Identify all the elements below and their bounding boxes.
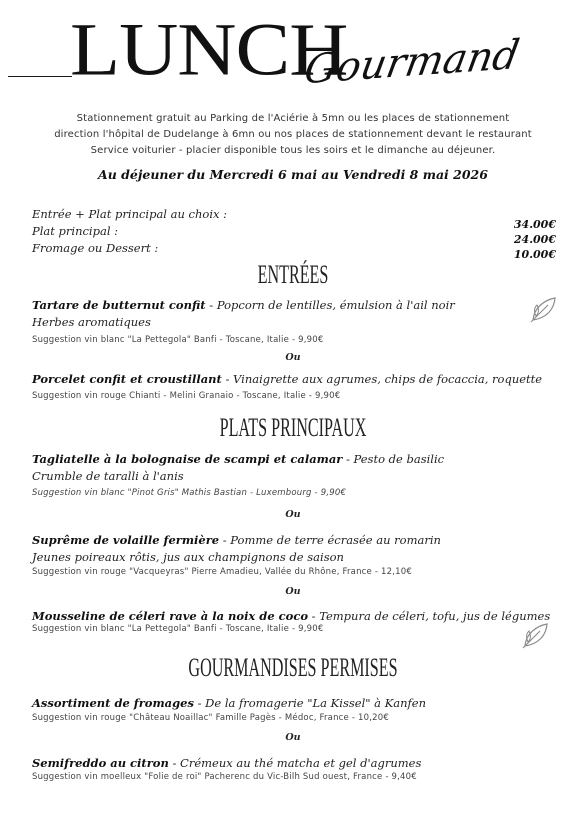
dish-description: - De la fromagerie "La Kissel" à Kanfen: [193, 696, 427, 710]
dish-line: [32, 371, 542, 388]
wine-suggestion: Suggestion vin rouge "Château Noaillac" Famille Pagès - Médoc, France - 10,20€: [32, 713, 389, 723]
or-separator: Ou: [285, 732, 301, 743]
leaf-icon: [520, 620, 550, 650]
formula-label: Plat principal :: [32, 224, 119, 238]
or-separator: Ou: [285, 586, 301, 597]
parking-info-line-1: Stationnement gratuit au Parking de l'Aciérie à 5mn ou les places de stationnement: [76, 113, 510, 124]
or-separator: Ou: [285, 509, 301, 520]
dish-name: Assortiment de fromages: [32, 696, 194, 710]
dish-name: Tagliatelle à la bolognaise de scampi et calamar: [32, 452, 343, 466]
parking-info-line-2: direction l'hôpital de Dudelange à 6mn ou nos places de stationnement devant le restaurant: [54, 129, 532, 140]
page-title: LUNCH: [70, 7, 348, 92]
dish-description-line-2: Jeunes poireaux rôtis, jus aux champignons de saison: [32, 550, 344, 564]
wine-suggestion: Suggestion vin rouge "Vacqueyras" Pierre Amadieu, Vallée du Rhône, France - 12,10€: [32, 567, 412, 577]
dish-name: Porcelet confit et croustillant: [32, 372, 222, 386]
dish-description: - Vinaigrette aux agrumes, chips de focaccia, roquette: [221, 372, 543, 386]
formula-price: 10.00€: [513, 248, 556, 261]
dish-description: - Pomme de terre écrasée au romarin: [219, 533, 441, 547]
dish-name: Tartare de butternut confit: [32, 298, 206, 312]
dish-line: [32, 297, 455, 314]
formula-label: Entrée + Plat principal au choix :: [32, 207, 228, 221]
header-rule: [8, 76, 72, 77]
wine-suggestion: Suggestion vin blanc "Pinot Gris" Mathis Bastian - Luxembourg - 9,90€: [32, 488, 347, 498]
dish-name: Semifreddo au citron: [32, 756, 169, 770]
or-separator: Ou: [285, 352, 301, 363]
dish-description: - Popcorn de lentilles, émulsion à l'ail noir: [205, 298, 455, 312]
dish-line: [32, 451, 444, 468]
formula-price: 34.00€: [513, 218, 556, 231]
dish-description: - Crémeux au thé matcha et gel d'agrumes: [168, 756, 422, 770]
formula-label: Fromage ou Dessert :: [32, 241, 159, 255]
page-subtitle: Gourmand: [300, 31, 523, 94]
section-title-gourmandises: GOURMANDISES PERMISES: [188, 653, 398, 682]
dish-description: - Pesto de basilic: [342, 452, 445, 466]
leaf-icon: [528, 294, 558, 324]
section-title-entrees: ENTRÉES: [257, 260, 329, 289]
date-line: Au déjeuner du Mercredi 6 mai au Vendredi 8 mai 2026: [98, 167, 488, 182]
dish-name: Suprême de volaille fermière: [32, 533, 220, 547]
dish-name: Mousseline de céleri rave à la noix de coco: [32, 609, 308, 623]
dish-line: [32, 532, 441, 549]
formula-price: 24.00€: [513, 233, 556, 246]
dish-line: [32, 755, 421, 772]
dish-description-line-2: Herbes aromatiques: [32, 315, 151, 329]
dish-description-line-2: Crumble de taralli à l'anis: [32, 469, 184, 483]
wine-suggestion: Suggestion vin rouge Chianti - Melini Granaio - Toscane, Italie - 9,90€: [32, 391, 341, 401]
wine-suggestion: Suggestion vin blanc "La Pettegola" Banfi - Toscane, Italie - 9,90€: [32, 335, 324, 345]
wine-suggestion: Suggestion vin moelleux "Folie de roi" Pacherenc du Vic-Bilh Sud ouest, France - 9,40€: [32, 772, 417, 782]
dish-description: - Tempura de céleri, tofu, jus de légumes: [308, 609, 551, 623]
section-title-plats: PLATS PRINCIPAUX: [219, 413, 367, 442]
valet-info: Service voiturier - placier disponible tous les soirs et le dimanche au déjeuner.: [90, 145, 496, 156]
wine-suggestion: Suggestion vin blanc "La Pettegola" Banfi - Toscane, Italie - 9,90€: [32, 624, 324, 634]
dish-line: [32, 695, 426, 712]
